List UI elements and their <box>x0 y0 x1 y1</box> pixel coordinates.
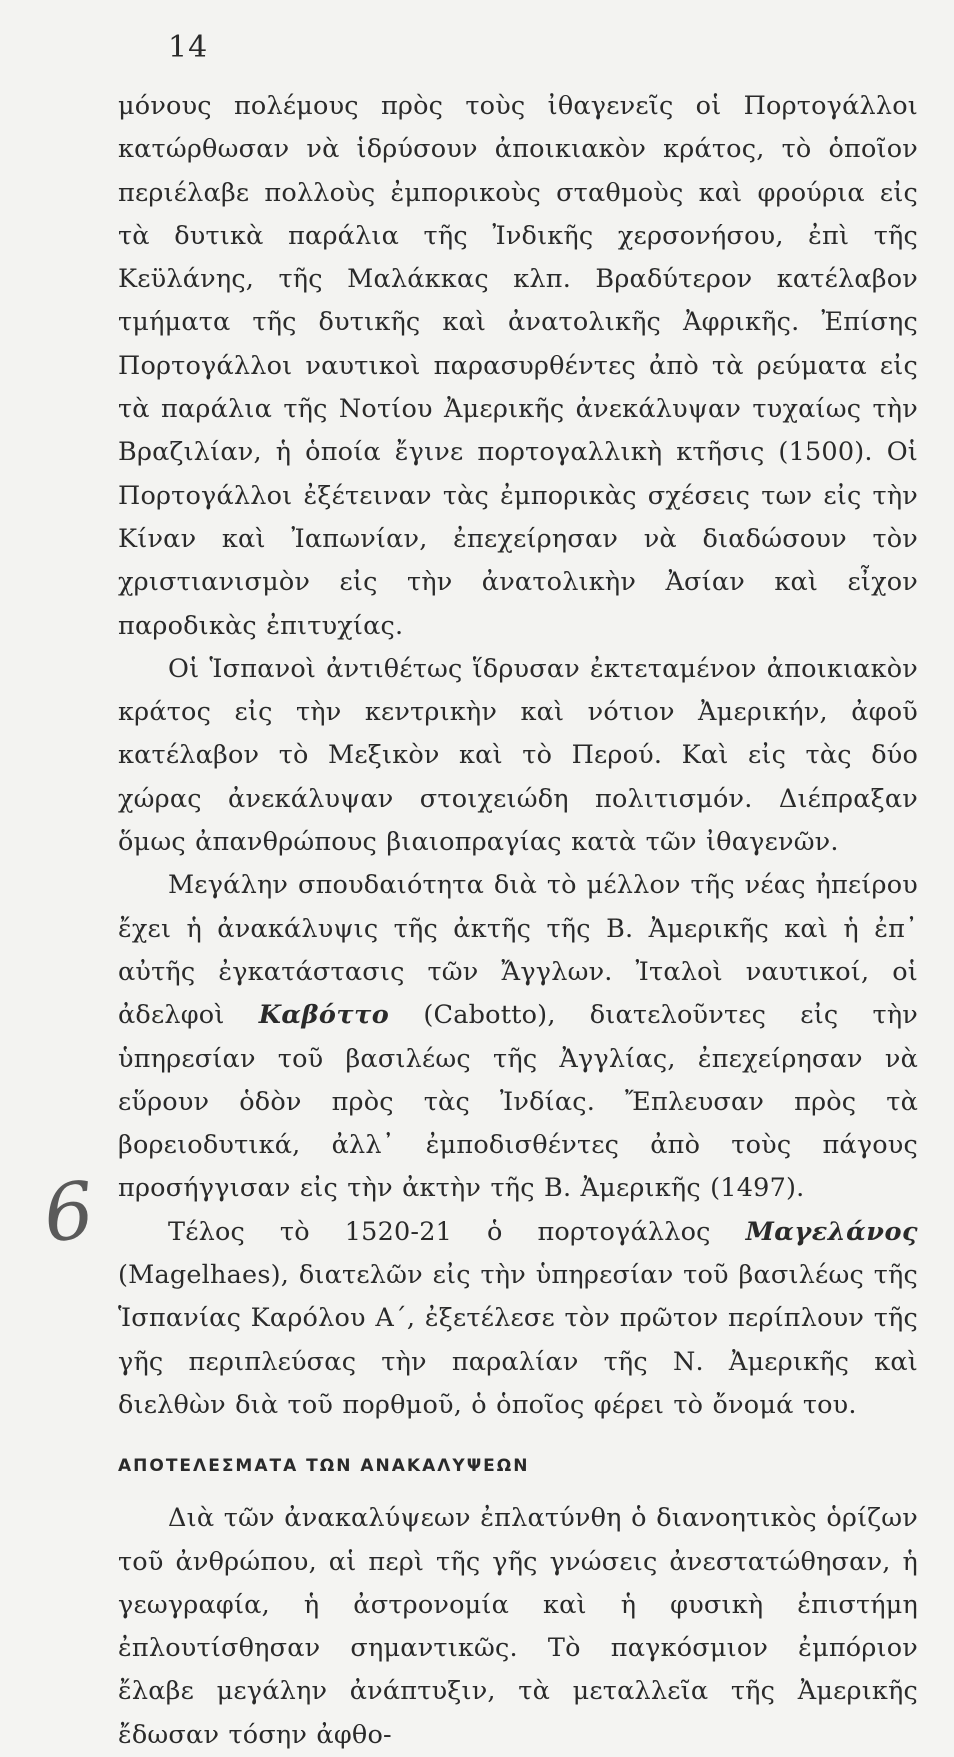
body-text <box>118 85 918 1757</box>
text-segment: Τέλος τὸ 1520-21 ὁ πορτογάλλος <box>168 1216 746 1247</box>
text-segment: μόνους πολέμους πρὸς τοὺς ἰθαγενεῖς οἱ Πορτογάλλοι κατώρθωσαν νὰ ἱδρύσουν ἀποικιακὸν κράτος, τὸ ὁποῖον περιέλαβε πολλοὺς ἐμπορικοὺς σταθμοὺς καὶ φρούρια εἰς τὰ δυτικὰ παράλια τῆς Ἰνδικῆς χερσονήσου, ἐπὶ τῆς Κεϋλάνης, τῆς Μαλάκκας κλπ. Βραδύτερον κατέλαβον τμήματα τῆς δυτικῆς καὶ ἀνατολικῆς Ἀφρικῆς. Ἐπίσης Πορτογάλλοι ναυτικοὶ παρασυρθέντες ἀπὸ τὰ ρεύματα εἰς τὰ παράλια τῆς Νοτίου Ἀμερικῆς ἀνεκάλυψαν τυχαίως τὴν Βραζιλίαν, ἡ ὁποία ἔγινε πορτογαλλικὴ κτῆσις (1500). Οἱ Πορτογάλλοι ἐξέτειναν τὰς ἐμπορικὰς σχέσεις των εἰς τὴν Κίναν καὶ Ἰαπωνίαν, ἐπεχείρησαν νὰ διαδώσουν τὸν χριστιανισμὸν εἰς τὴν ἀνατολικὴν Ἀσίαν καὶ εἶχον παροδικὰς ἐπιτυχίας. <box>118 91 918 641</box>
text-segment: Διὰ τῶν ἀνακαλύψεων ἐπλατύνθη ὁ διανοητικὸς ὁρίζων τοῦ ἀνθρώπου, αἱ περὶ τῆς γῆς γνώσεις ἀνεστατώθησαν, ἡ γεωγραφία, ἡ ἀστρονομία καὶ ἡ φυσικὴ ἐπιστήμη ἐπλουτίσθησαν σημαντικῶς. Τὸ παγκόσμιον ἐμπόριον ἔλαβε μεγάλην ἀνάπτυξιν, τὰ μεταλλεῖα τῆς Ἀμερικῆς ἔδωσαν τόσην ἀφθο- <box>118 1503 918 1750</box>
section-heading: ΑΠΟΤΕΛΕΣΜΑΤΑ ΤΩΝ ΑΝΑΚΑΛΥΨΕΩΝ <box>118 1456 530 1477</box>
emphasized-name: Καβόττο <box>258 1000 390 1031</box>
page-number: 14 <box>168 30 209 65</box>
paragraph <box>118 85 918 648</box>
text-segment: (Magelhaes), διατελῶν εἰς τὴν ὑπηρεσίαν τοῦ βασιλέως τῆς Ἱσπανίας Καρόλου Α΄, ἐξετέλεσε τὸν πρῶτον περίπλουν τῆς γῆς περιπλεύσας τὴν παραλίαν τῆς Ν. Ἀμερικῆς καὶ διελθὼν διὰ τοῦ πορθμοῦ, ὁ ὁποῖος φέρει τὸ ὄνομά του. <box>118 1260 918 1420</box>
margin-annotation: 6 <box>39 1165 99 1261</box>
emphasized-name: Μαγελάνος <box>745 1216 918 1247</box>
paragraph <box>118 648 918 864</box>
text-segment: Οἱ Ἱσπανοὶ ἀντιθέτως ἵδρυσαν ἐκτεταμένον ἀποικιακὸν κράτος εἰς τὴν κεντρικὴν καὶ νότιον Ἀμερικήν, ἀφοῦ κατέλαβον τὸ Μεξικὸν καὶ τὸ Περού. Καὶ εἰς τὰς δύο χώρας ἀνεκάλυψαν στοιχειώδη πολιτισμόν. Διέπραξαν ὅμως ἀπανθρώπους βιαιοπραγίας κατὰ τῶν ἰθαγενῶν. <box>118 653 918 858</box>
paragraph <box>118 864 918 1210</box>
text-segment: (Cabotto), διατελοῦντες εἰς τὴν ὑπηρεσίαν τοῦ βασιλέως τῆς Ἀγγλίας, ἐπεχείρησαν νὰ εὕρουν ὁδὸν πρὸς τὰς Ἰνδίας. Ἔπλευσαν πρὸς τὰ βορειοδυτικά, ἀλλ᾽ ἐμποδισθέντες ἀπὸ τοὺς πάγους προσήγγισαν εἰς τὴν ἀκτὴν τῆς Β. Ἀμερικῆς (1497). <box>118 1000 918 1204</box>
text-segment: Μεγάλην σπουδαιότητα διὰ τὸ μέλλον τῆς νέας ἠπείρου ἔχει ἡ ἀνακάλυψις τῆς ἀκτῆς τῆς Β. Ἀμερικῆς καὶ ἡ ἐπ᾽ αὐτῆς ἐγκατάστασις τῶν Ἄγγλων. Ἰταλοὶ ναυτικοί, οἱ ἀδελφοὶ <box>118 870 918 1031</box>
paragraph <box>118 1497 918 1757</box>
paragraph <box>118 1211 918 1427</box>
